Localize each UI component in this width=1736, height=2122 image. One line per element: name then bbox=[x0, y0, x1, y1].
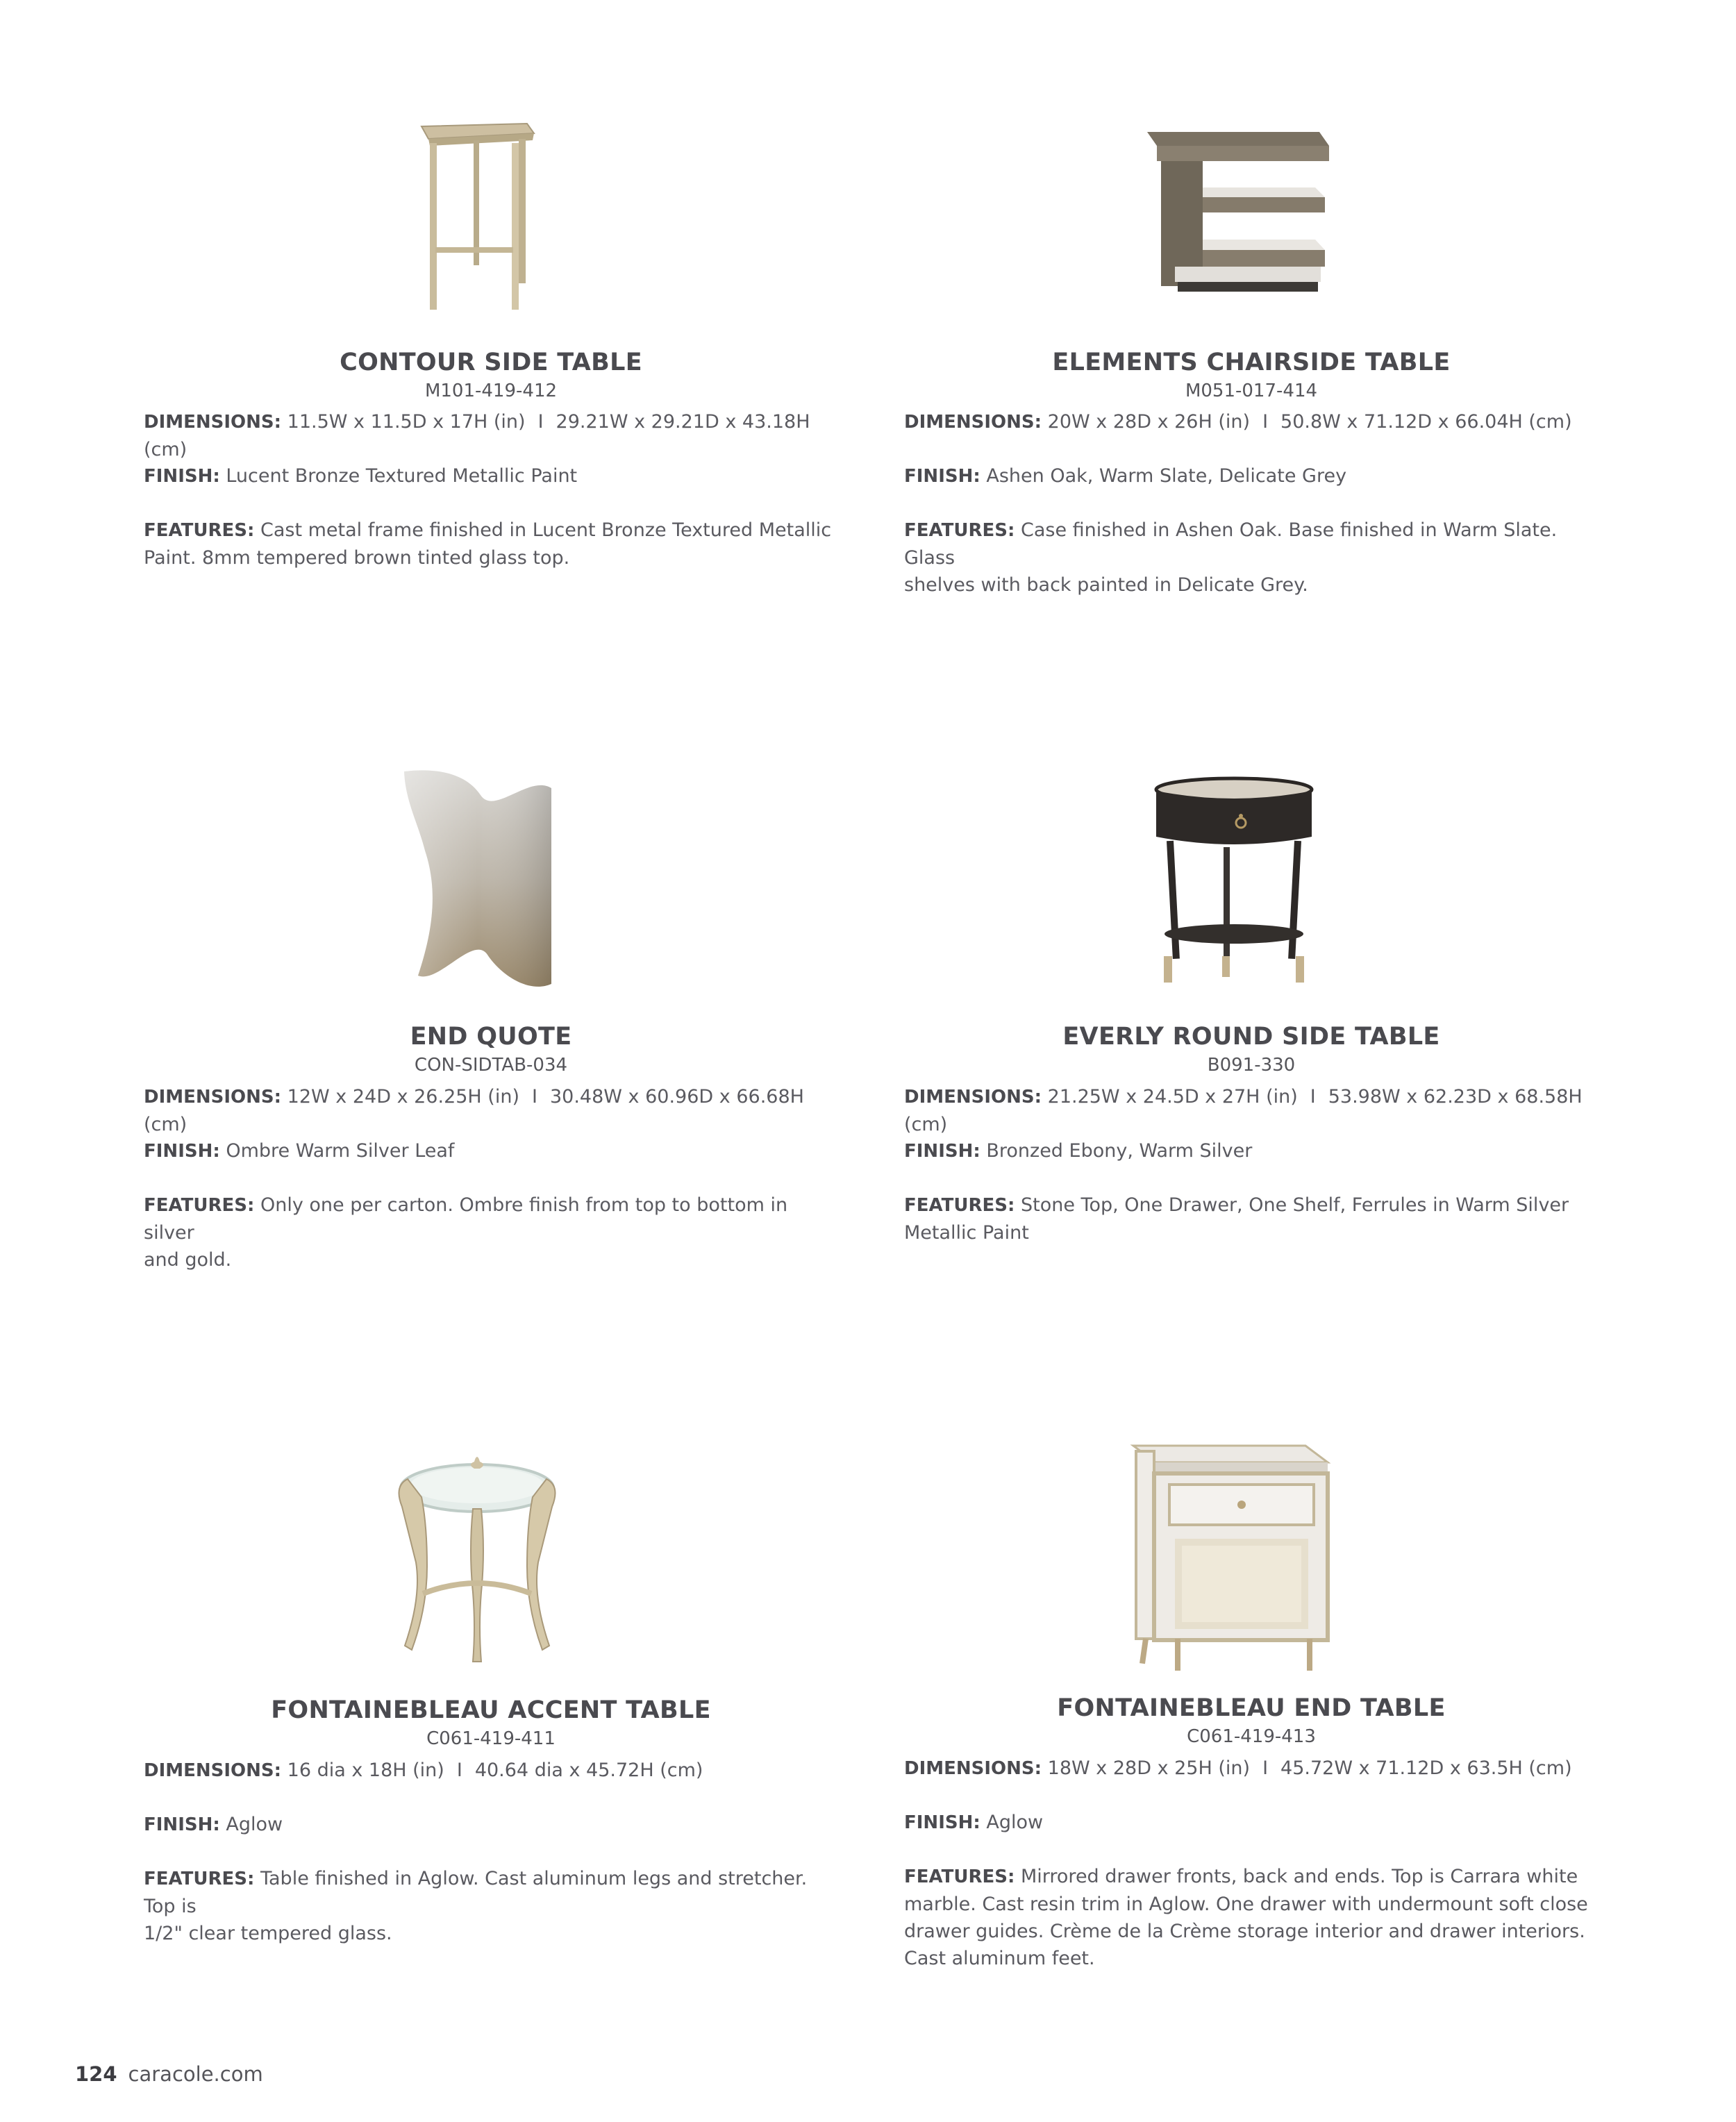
features-label: FEATURES: bbox=[904, 1195, 1015, 1216]
product-title: END QUOTE bbox=[410, 1023, 572, 1051]
finish-value: Bronzed Ebony, Warm Silver bbox=[986, 1140, 1253, 1162]
finish-label: FINISH: bbox=[144, 466, 220, 487]
page-number: 124 bbox=[75, 2062, 117, 2086]
features-text-4: Cast aluminum feet. bbox=[904, 1948, 1095, 1969]
product-sku: CON-SIDTAB-034 bbox=[414, 1055, 568, 1076]
finish-value: Aglow bbox=[986, 1812, 1044, 1833]
features-label: FEATURES: bbox=[144, 1869, 255, 1889]
features-text-2: 1/2" clear tempered glass. bbox=[144, 1923, 392, 1944]
finish-label: FINISH: bbox=[904, 1812, 980, 1833]
dimensions-cm: 30.48W x 60.96D x 66.68H (cm) bbox=[144, 1086, 804, 1135]
product-fontainebleau-accent-table bbox=[144, 0, 838, 2014]
product-sku: B091-330 bbox=[1207, 1055, 1296, 1076]
features-label: FEATURES: bbox=[904, 520, 1015, 541]
fontainebleau-end-table-photo bbox=[1126, 1437, 1335, 1677]
product-title: EVERLY ROUND SIDE TABLE bbox=[1062, 1023, 1440, 1051]
finish-value: Ombre Warm Silver Leaf bbox=[226, 1140, 455, 1162]
dimensions-in: 20W x 28D x 26H (in) bbox=[1047, 411, 1251, 433]
product-fontainebleau-end-table bbox=[904, 0, 1599, 2048]
page-footer bbox=[75, 2062, 263, 2086]
features-text-1: Only one per carton. Ombre finish from top to bottom in silver bbox=[144, 1194, 788, 1244]
finish-label: FINISH: bbox=[144, 1141, 220, 1162]
features-line bbox=[144, 1865, 838, 1947]
finish-value: Ashen Oak, Warm Slate, Delicate Grey bbox=[986, 465, 1347, 487]
product-sku: M101-419-412 bbox=[424, 381, 558, 401]
features-text-2: and gold. bbox=[144, 1249, 232, 1271]
features-label: FEATURES: bbox=[144, 520, 255, 541]
dimensions-line bbox=[144, 1757, 838, 1785]
features-text-1: Table finished in Aglow. Cast aluminum legs and stretcher. Top is bbox=[144, 1868, 808, 1917]
dimensions-cm: 50.8W x 71.12D x 66.04H (cm) bbox=[1280, 411, 1572, 433]
features-text-1: Stone Top, One Drawer, One Shelf, Ferrules in Warm Silver bbox=[1020, 1194, 1569, 1216]
product-sku: M051-017-414 bbox=[1185, 381, 1318, 401]
fontainebleau-accent-table-photo bbox=[387, 1441, 567, 1687]
dimensions-cm: 40.64 dia x 45.72H (cm) bbox=[474, 1760, 703, 1781]
product-sku: C061-419-411 bbox=[426, 1728, 556, 1749]
dimensions-separator: I bbox=[1262, 411, 1269, 433]
finish-value: Lucent Bronze Textured Metallic Paint bbox=[226, 465, 578, 487]
features-line bbox=[904, 1863, 1599, 1972]
features-text-2: marble. Cast resin trim in Aglow. One drawer with undermount soft close bbox=[904, 1894, 1588, 1915]
dimensions-separator: I bbox=[456, 1760, 462, 1781]
dimensions-separator: I bbox=[532, 1086, 537, 1108]
dimensions-in: 12W x 24D x 26.25H (in) bbox=[287, 1086, 519, 1108]
features-label: FEATURES: bbox=[904, 1866, 1015, 1887]
dimensions-in: 11.5W x 11.5D x 17H (in) bbox=[287, 411, 526, 433]
product-title: CONTOUR SIDE TABLE bbox=[340, 349, 642, 376]
website-link[interactable]: caracole.com bbox=[128, 2062, 263, 2086]
features-text-1: Cast metal frame finished in Lucent Bronze Textured Metallic bbox=[260, 519, 832, 541]
product-title: ELEMENTS CHAIRSIDE TABLE bbox=[1052, 349, 1451, 376]
product-sku: C061-419-413 bbox=[1187, 1726, 1316, 1747]
dimensions-line bbox=[904, 1755, 1599, 1782]
dimensions-separator: I bbox=[1310, 1086, 1316, 1108]
features-text-2: Paint. 8mm tempered brown tinted glass top. bbox=[144, 547, 570, 569]
product-title: FONTAINEBLEAU END TABLE bbox=[1057, 1694, 1446, 1722]
dimensions-separator: I bbox=[1262, 1757, 1269, 1779]
dimensions-label: DIMENSIONS: bbox=[144, 412, 282, 433]
features-label: FEATURES: bbox=[144, 1195, 255, 1216]
finish-value: Aglow bbox=[226, 1814, 283, 1835]
dimensions-in: 21.25W x 24.5D x 27H (in) bbox=[1047, 1086, 1298, 1108]
finish-label: FINISH: bbox=[904, 466, 980, 487]
features-text-1: Case finished in Ashen Oak. Base finished in Warm Slate. Glass bbox=[904, 519, 1558, 569]
finish-line bbox=[904, 1809, 1599, 1837]
features-text-2: Metallic Paint bbox=[904, 1222, 1029, 1244]
features-text-3: drawer guides. Crème de la Crème storage interior and drawer interiors. bbox=[904, 1921, 1585, 1942]
dimensions-cm: 45.72W x 71.12D x 63.5H (cm) bbox=[1280, 1757, 1572, 1779]
dimensions-label: DIMENSIONS: bbox=[144, 1760, 282, 1781]
dimensions-cm: 53.98W x 62.23D x 68.58H (cm) bbox=[904, 1086, 1583, 1135]
dimensions-in: 18W x 28D x 25H (in) bbox=[1047, 1757, 1251, 1779]
dimensions-separator: I bbox=[537, 411, 544, 433]
dimensions-cm: 29.21W x 29.21D x 43.18H (cm) bbox=[144, 411, 810, 460]
dimensions-label: DIMENSIONS: bbox=[904, 412, 1042, 433]
dimensions-in: 16 dia x 18H (in) bbox=[287, 1760, 444, 1781]
dimensions-label: DIMENSIONS: bbox=[144, 1087, 282, 1108]
finish-label: FINISH: bbox=[144, 1814, 220, 1835]
finish-line bbox=[144, 1811, 838, 1839]
features-text-1: Mirrored drawer fronts, back and ends. Top is Carrara white bbox=[1020, 1866, 1578, 1887]
finish-label: FINISH: bbox=[904, 1141, 980, 1162]
product-title: FONTAINEBLEAU ACCENT TABLE bbox=[271, 1696, 711, 1724]
dimensions-label: DIMENSIONS: bbox=[904, 1087, 1042, 1108]
dimensions-label: DIMENSIONS: bbox=[904, 1758, 1042, 1779]
features-text-2: shelves with back painted in Delicate Grey. bbox=[904, 574, 1308, 596]
